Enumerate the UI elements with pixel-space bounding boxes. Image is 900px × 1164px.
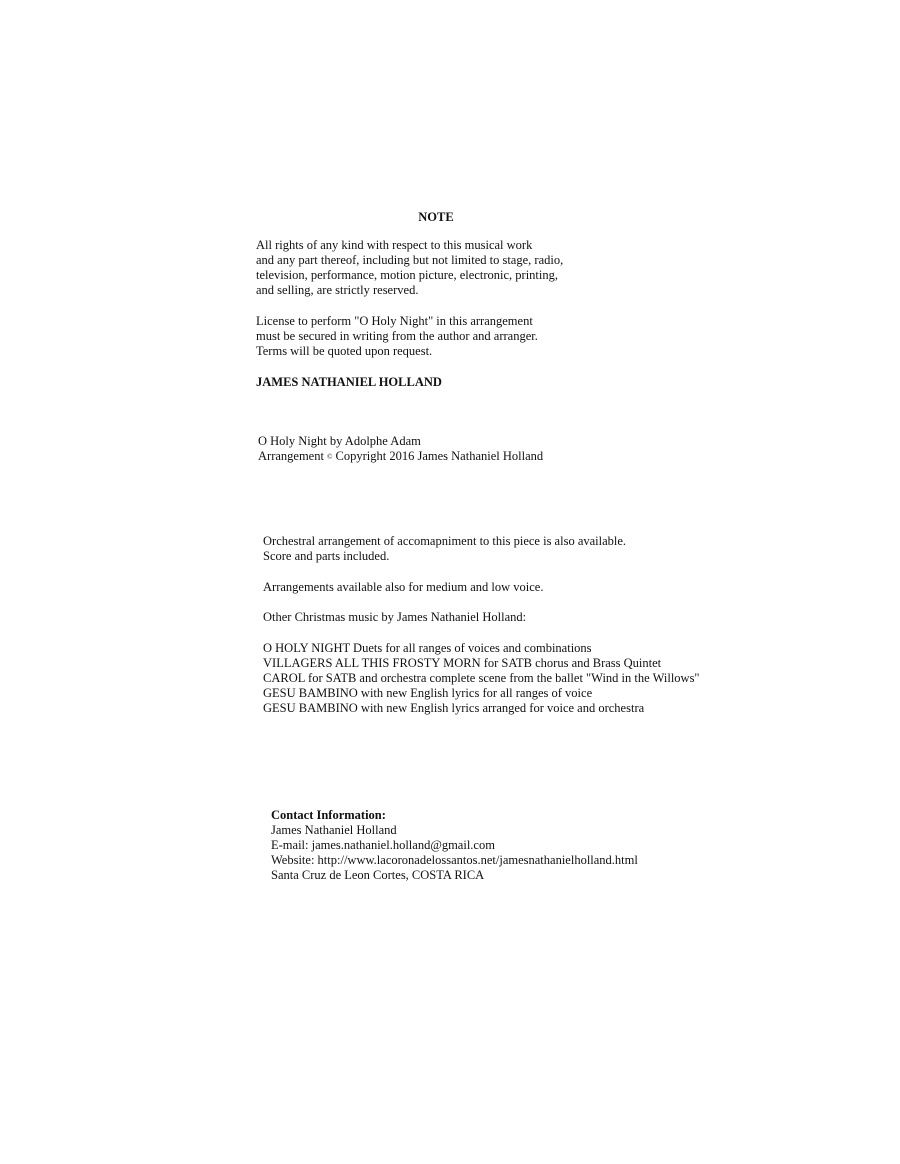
copyright-text: Copyright 2016 James Nathaniel Holland bbox=[335, 449, 544, 463]
arrangement-copyright bbox=[258, 449, 543, 465]
arrangement-label: Arrangement bbox=[258, 449, 324, 463]
orchestral-note bbox=[263, 534, 626, 564]
other-music-heading: Other Christmas music by James Nathaniel Holland: bbox=[263, 610, 527, 624]
rights-line: and any part thereof, including but not limited to stage, radio, bbox=[256, 253, 564, 267]
license-paragraph bbox=[256, 314, 538, 359]
credits bbox=[258, 434, 543, 465]
note-heading: NOTE bbox=[418, 210, 454, 224]
contact-name: James Nathaniel Holland bbox=[271, 823, 397, 837]
rights-line: All rights of any kind with respect to this musical work bbox=[256, 238, 533, 252]
composer-credit: O Holy Night by Adolphe Adam bbox=[258, 434, 421, 448]
list-item: GESU BAMBINO with new English lyrics arranged for voice and orchestra bbox=[263, 701, 645, 715]
rights-line: and selling, are strictly reserved. bbox=[256, 283, 419, 297]
signature: JAMES NATHANIEL HOLLAND bbox=[256, 375, 442, 389]
orchestral-line: Orchestral arrangement of accomapniment to this piece is also available. bbox=[263, 534, 627, 548]
contact-location: Santa Cruz de Leon Cortes, COSTA RICA bbox=[271, 868, 485, 882]
license-line: License to perform "O Holy Night" in this arrangement bbox=[256, 314, 533, 328]
license-line: Terms will be quoted upon request. bbox=[256, 344, 433, 358]
works-list bbox=[263, 641, 700, 716]
rights-line: television, performance, motion picture, electronic, printing, bbox=[256, 268, 558, 282]
rights-paragraph bbox=[256, 238, 563, 298]
contact-heading: Contact Information: bbox=[271, 808, 386, 822]
copyright-icon: © bbox=[327, 453, 333, 461]
contact-email: E-mail: james.nathaniel.holland@gmail.com bbox=[271, 838, 495, 852]
voices-note: Arrangements available also for medium and low voice. bbox=[263, 580, 544, 594]
orchestral-line: Score and parts included. bbox=[263, 549, 390, 563]
list-item: CAROL for SATB and orchestra complete scene from the ballet "Wind in the Willows" bbox=[263, 671, 700, 685]
list-item: GESU BAMBINO with new English lyrics for all ranges of voice bbox=[263, 686, 593, 700]
list-item: VILLAGERS ALL THIS FROSTY MORN for SATB chorus and Brass Quintet bbox=[263, 656, 662, 670]
contact-block bbox=[271, 808, 638, 883]
license-line: must be secured in writing from the author and arranger. bbox=[256, 329, 538, 343]
contact-website: Website: http://www.lacoronadelossantos.net/jamesnathanielholland.html bbox=[271, 853, 638, 867]
list-item: O HOLY NIGHT Duets for all ranges of voices and combinations bbox=[263, 641, 592, 655]
